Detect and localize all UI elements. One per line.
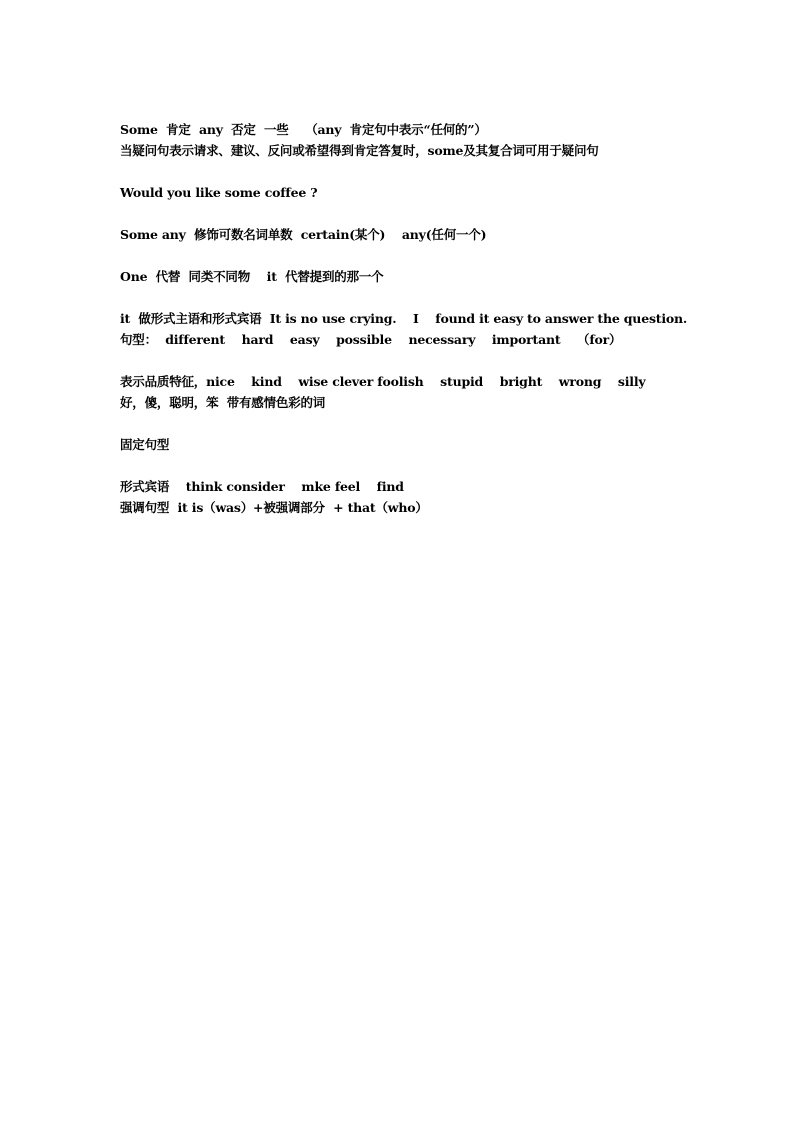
question-usage-note: 当疑问句表示请求、建议、反问或希望得到肯定答复时，some及其复合词可用于疑问句	[120, 143, 599, 158]
example-sentence-coffee: Would you like some coffee ?	[120, 185, 318, 200]
emotional-words-note: 好，傻，聪明，笨 带有感情色彩的词	[120, 395, 326, 410]
blank-line	[120, 455, 720, 476]
formal-object-verbs: 形式宾语 think consider mke feel find	[120, 479, 404, 494]
formal-subject-object-note: it 做形式主语和形式宾语 It is no use crying. I found it easy to answer the question.	[120, 311, 688, 326]
sentence-pattern-adjectives: 句型： different hard easy possible necessary important （for）	[120, 332, 622, 347]
blank-line	[120, 287, 720, 308]
emphatic-pattern: 强调句型 it is（was）+被强调部分 + that（who）	[120, 500, 428, 515]
some-any-definition: Some 肯定 any 否定 一些 （any 肯定句中表示“任何的”）	[120, 122, 487, 137]
blank-line	[120, 203, 720, 224]
fixed-pattern-heading: 固定句型	[120, 437, 170, 452]
some-any-singular-note: Some any 修饰可数名词单数 certain(某个) any(任何一个)	[120, 227, 487, 242]
blank-line	[120, 161, 720, 182]
document-body	[120, 119, 720, 518]
quality-adjectives: 表示品质特征，nice kind wise clever foolish stupid bright wrong silly	[120, 374, 646, 389]
blank-line	[120, 350, 720, 371]
one-it-note: One 代替 同类不同物 it 代替提到的那一个	[120, 269, 384, 284]
blank-line	[120, 413, 720, 434]
blank-line	[120, 245, 720, 266]
